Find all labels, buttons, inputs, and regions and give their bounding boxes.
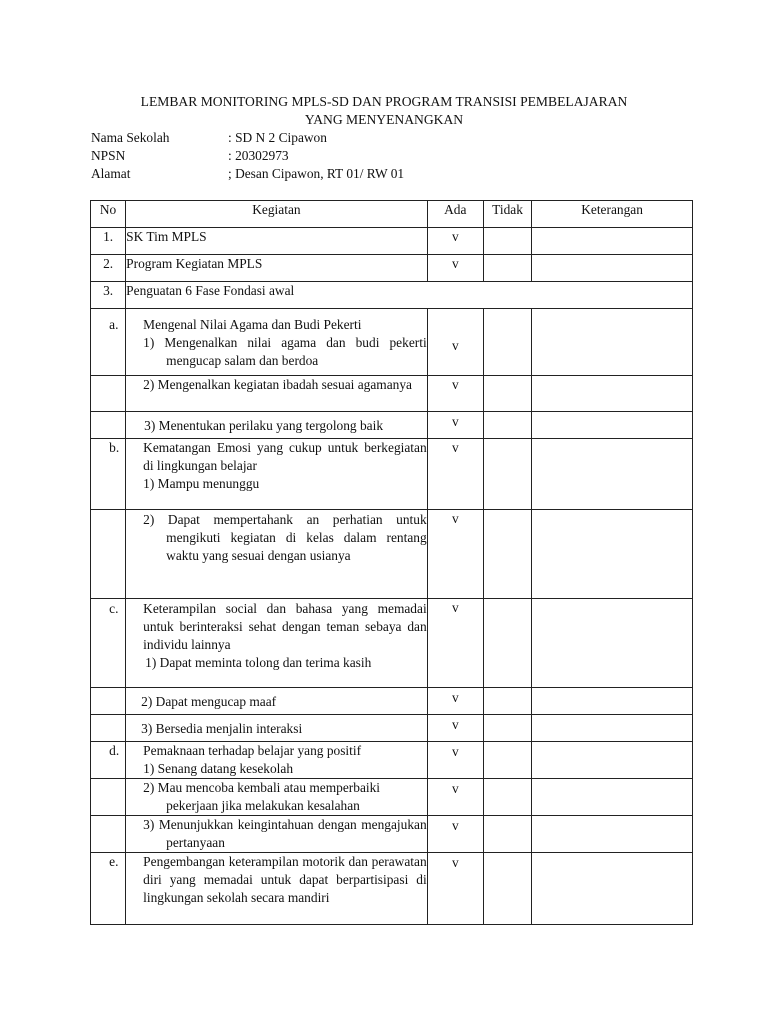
- tidak-cell: [483, 715, 531, 742]
- item-d3: 3) Menunjukkan keingintahuan dengan mengajukan pertanyaan: [143, 817, 427, 850]
- row-number: [91, 439, 126, 510]
- table-row: [91, 228, 693, 255]
- item-d2: 2) Mau mencoba kembali atau memperbaiki pekerjaan jika melakukan kesalahan: [143, 780, 381, 813]
- table-row: [91, 779, 693, 816]
- table-row: [91, 816, 693, 853]
- school-name-label: Nama Sekolah: [91, 130, 170, 145]
- keterangan-cell: [532, 439, 693, 510]
- address-value: ; Desan Cipawon, RT 01/ RW 01: [228, 166, 405, 181]
- keterangan-cell: [532, 228, 693, 255]
- row-number: [91, 816, 126, 853]
- ada-mark: v: [427, 412, 483, 439]
- section-a-title: [109, 316, 427, 334]
- ada-mark: v: [427, 599, 483, 688]
- tidak-cell: [483, 510, 531, 599]
- row-kegiatan: [126, 376, 428, 412]
- item-c1: 1) Dapat meminta tolong dan terima kasih: [145, 655, 372, 670]
- row-number: [91, 779, 126, 816]
- row-number: [91, 599, 126, 688]
- tidak-cell: [483, 779, 531, 816]
- table-header-row: [91, 201, 693, 228]
- npsn-label: NPSN: [91, 148, 126, 163]
- npsn-value: : 20302973: [228, 148, 289, 163]
- section-b-text: Kematangan Emosi yang cukup untuk berkegiatan di lingkungan belajar: [143, 440, 427, 473]
- table-row: [91, 853, 693, 925]
- section-d-text: Pemaknaan terhadap belajar yang positif: [143, 743, 362, 758]
- section-c-title: [109, 600, 427, 654]
- table-row: [91, 688, 693, 715]
- section-b-title: [109, 439, 427, 475]
- table-row: [91, 412, 693, 439]
- section-e-title: [109, 853, 427, 907]
- ada-mark: v: [427, 309, 483, 376]
- table-row: [91, 510, 693, 599]
- header-no: No: [91, 201, 126, 228]
- row-number: [91, 309, 126, 376]
- header-ada: Ada: [427, 201, 483, 228]
- ada-mark: v: [427, 510, 483, 599]
- item-a3: 3) Menentukan perilaku yang tergolong baik: [144, 418, 384, 433]
- row-number: 1.: [91, 228, 126, 255]
- table-row: [91, 376, 693, 412]
- row-number: [91, 742, 126, 779]
- ada-mark: v: [427, 853, 483, 925]
- ada-mark: v: [427, 376, 483, 412]
- item-a1: 1) Mengenalkan nilai agama dan budi pekerti mengucap salam dan berdoa: [143, 335, 427, 368]
- item-c3: 3) Bersedia menjalin interaksi: [141, 721, 303, 736]
- row-kegiatan: [126, 412, 428, 439]
- ada-mark: v: [427, 439, 483, 510]
- table-row: [91, 439, 693, 510]
- keterangan-cell: [532, 816, 693, 853]
- keterangan-cell: [532, 599, 693, 688]
- tidak-cell: [483, 255, 531, 282]
- tidak-cell: [483, 376, 531, 412]
- row-number: 3.: [91, 282, 126, 309]
- row-kegiatan: [109, 853, 428, 925]
- tidak-cell: [483, 688, 531, 715]
- table-row: [91, 742, 693, 779]
- ada-mark: v: [427, 779, 483, 816]
- keterangan-cell: [532, 309, 693, 376]
- row-kegiatan: [109, 599, 428, 688]
- section-b-label: b.: [109, 440, 120, 455]
- row-kegiatan: Program Kegiatan MPLS: [126, 255, 428, 282]
- row-number: 2.: [91, 255, 126, 282]
- item-c2: 2) Dapat mengucap maaf: [141, 694, 277, 709]
- keterangan-cell: [532, 412, 693, 439]
- table-row: [91, 599, 693, 688]
- ada-mark: v: [427, 255, 483, 282]
- section-a-label: a.: [109, 317, 119, 332]
- item-b1: 1) Mampu menunggu: [143, 476, 260, 491]
- row-number: [91, 412, 126, 439]
- row-number: [91, 510, 126, 599]
- section-e-label: e.: [109, 854, 119, 869]
- row-number: [91, 715, 126, 742]
- tidak-cell: [483, 599, 531, 688]
- table-row: [91, 282, 693, 309]
- row-number: [91, 853, 126, 925]
- table-row: [91, 309, 693, 376]
- item-b2: 2) Dapat mempertahank an perhatian untuk mengikuti kegiatan di kelas dalam rentang waktu yang sesuai dengan usianya: [143, 512, 427, 563]
- tidak-cell: [483, 853, 531, 925]
- keterangan-cell: [532, 779, 693, 816]
- address-label: Alamat: [91, 166, 131, 181]
- tidak-cell: [483, 412, 531, 439]
- section-d-title: [109, 742, 427, 760]
- ada-mark: v: [427, 742, 483, 779]
- ada-mark: v: [427, 816, 483, 853]
- table-row: [91, 715, 693, 742]
- row-kegiatan: [126, 510, 428, 599]
- row-number: [91, 376, 126, 412]
- row-kegiatan: [109, 439, 428, 510]
- section-a-text: Mengenal Nilai Agama dan Budi Pekerti: [143, 317, 362, 332]
- title-line-1: LEMBAR MONITORING MPLS-SD DAN PROGRAM TRANSISI PEMBELAJARAN: [140, 94, 628, 109]
- keterangan-cell: [532, 715, 693, 742]
- row-kegiatan: [126, 715, 428, 742]
- table-row: [91, 255, 693, 282]
- keterangan-cell: [532, 255, 693, 282]
- row-kegiatan: [126, 688, 428, 715]
- npsn-row: [91, 147, 404, 165]
- header-tidak: Tidak: [483, 201, 531, 228]
- document-title: [0, 93, 768, 129]
- row-kegiatan: SK Tim MPLS: [126, 228, 428, 255]
- tidak-cell: [483, 228, 531, 255]
- keterangan-cell: [532, 853, 693, 925]
- section-c-text: Keterampilan social dan bahasa yang memadai untuk berinteraksi sehat dengan teman sebaya dan individu lainnya: [143, 601, 427, 652]
- tidak-cell: [483, 742, 531, 779]
- ada-mark: v: [427, 228, 483, 255]
- ada-mark: v: [427, 688, 483, 715]
- row-kegiatan: [126, 779, 428, 816]
- section-d-label: d.: [109, 743, 120, 758]
- ada-mark: v: [427, 715, 483, 742]
- school-name-row: [91, 129, 404, 147]
- keterangan-cell: [532, 688, 693, 715]
- address-row: [91, 165, 404, 183]
- school-info: [91, 129, 404, 183]
- row-kegiatan: Penguatan 6 Fase Fondasi awal: [126, 282, 693, 309]
- row-kegiatan: [126, 816, 428, 853]
- section-e-text: Pengembangan keterampilan motorik dan perawatan diri yang memadai untuk dapat berpartisipasi di lingkungan sekolah secara mandiri: [143, 854, 427, 905]
- monitoring-table: [90, 200, 693, 925]
- item-a2: 2) Mengenalkan kegiatan ibadah sesuai agamanya: [143, 377, 412, 392]
- header-keterangan: Keterangan: [532, 201, 693, 228]
- keterangan-cell: [532, 510, 693, 599]
- tidak-cell: [483, 439, 531, 510]
- row-kegiatan: [109, 742, 428, 779]
- keterangan-cell: [532, 742, 693, 779]
- row-number: [91, 688, 126, 715]
- item-d1: 1) Senang datang kesekolah: [143, 761, 294, 776]
- tidak-cell: [483, 309, 531, 376]
- tidak-cell: [483, 816, 531, 853]
- title-line-2: YANG MENYENANGKAN: [304, 112, 464, 127]
- row-kegiatan: [109, 309, 428, 376]
- section-c-label: c.: [109, 601, 119, 616]
- school-name-value: : SD N 2 Cipawon: [228, 130, 327, 145]
- header-kegiatan: Kegiatan: [126, 201, 428, 228]
- keterangan-cell: [532, 376, 693, 412]
